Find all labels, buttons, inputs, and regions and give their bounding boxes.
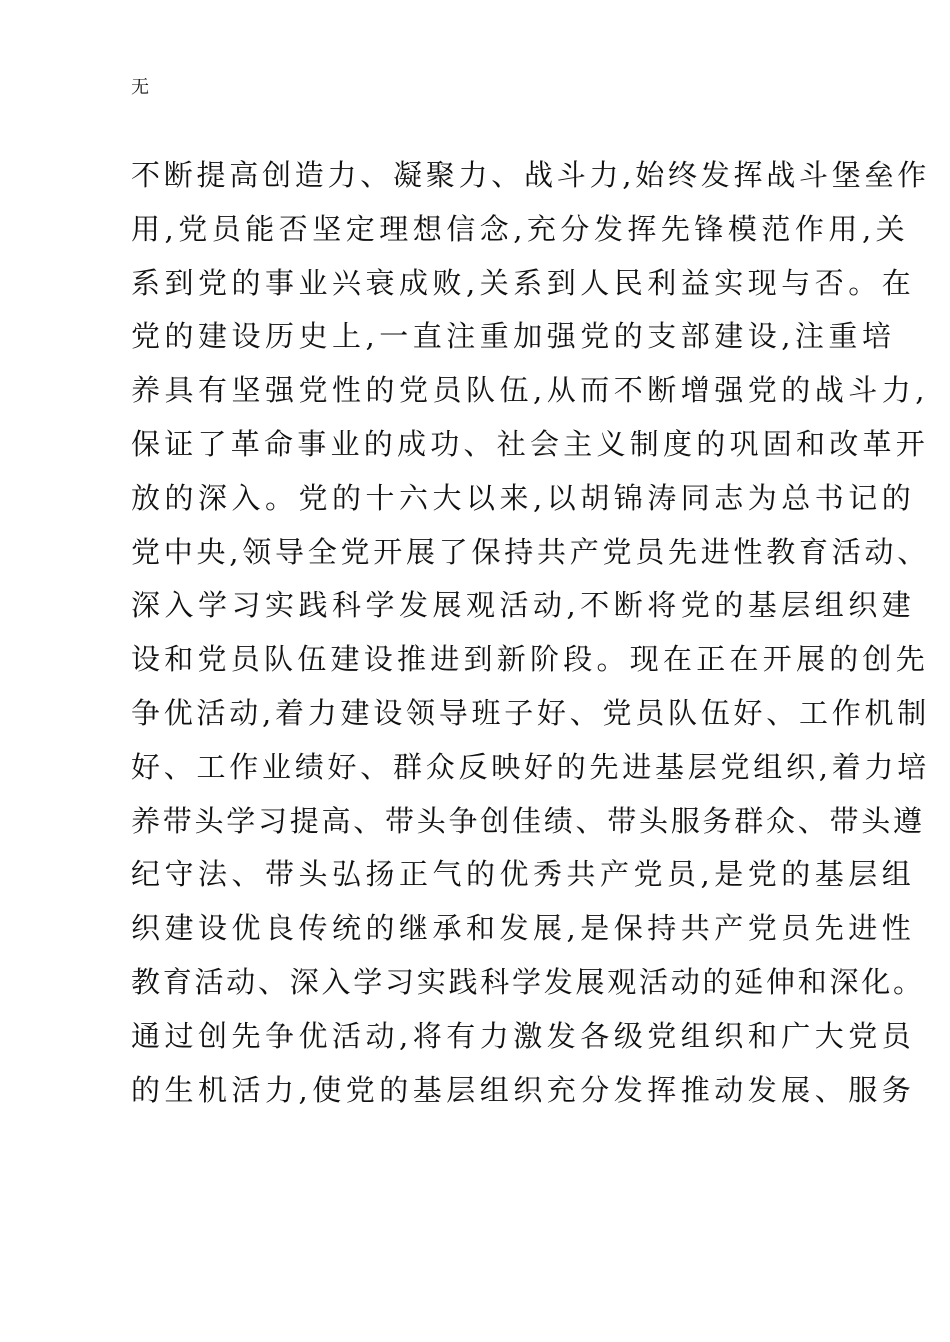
text-line: 通过创先争优活动,将有力激发各级党组织和广大党员 bbox=[131, 1018, 916, 1053]
text-line: 党的建设历史上,一直注重加强党的支部建设,注重培 bbox=[131, 319, 896, 354]
text-line: 争优活动,着力建设领导班子好、党员队伍好、工作机制 bbox=[131, 695, 930, 730]
text-line: 的生机活力,使党的基层组织充分发挥推动发展、服务 bbox=[131, 1072, 916, 1107]
text-line: 党中央,领导全党开展了保持共产党员先进性教育活动、 bbox=[131, 534, 930, 569]
text-line: 深入学习实践科学发展观活动,不断将党的基层组织建 bbox=[131, 588, 916, 623]
text-line: 好、工作业绩好、群众反映好的先进基层党组织,着力培 bbox=[131, 749, 930, 784]
text-line: 养具有坚强党性的党员队伍,从而不断增强党的战斗力, bbox=[131, 373, 929, 408]
page-header: 无 bbox=[131, 77, 149, 98]
text-line: 教育活动、深入学习实践科学发展观活动的延伸和深化。 bbox=[131, 964, 925, 999]
text-line: 用,党员能否坚定理想信念,充分发挥先锋模范作用,关 bbox=[131, 211, 910, 246]
text-line: 设和党员队伍建设推进到新阶段。现在正在开展的创先 bbox=[131, 642, 930, 677]
text-line: 放的深入。党的十六大以来,以胡锦涛同志为总书记的 bbox=[131, 480, 916, 515]
body-text bbox=[131, 149, 930, 1117]
text-line: 纪守法、带头弘扬正气的优秀共产党员,是党的基层组 bbox=[131, 857, 916, 892]
text-line: 不断提高创造力、凝聚力、战斗力,始终发挥战斗堡垒作 bbox=[131, 158, 930, 192]
text-line: 保证了革命事业的成功、社会主义制度的巩固和改革开 bbox=[131, 426, 930, 461]
text-line: 织建设优良传统的继承和发展,是保持共产党员先进性 bbox=[131, 911, 916, 946]
text-line: 系到党的事业兴衰成败,关系到人民利益实现与否。在 bbox=[131, 265, 916, 300]
text-line: 养带头学习提高、带头争创佳绩、带头服务群众、带头遵 bbox=[131, 803, 925, 838]
